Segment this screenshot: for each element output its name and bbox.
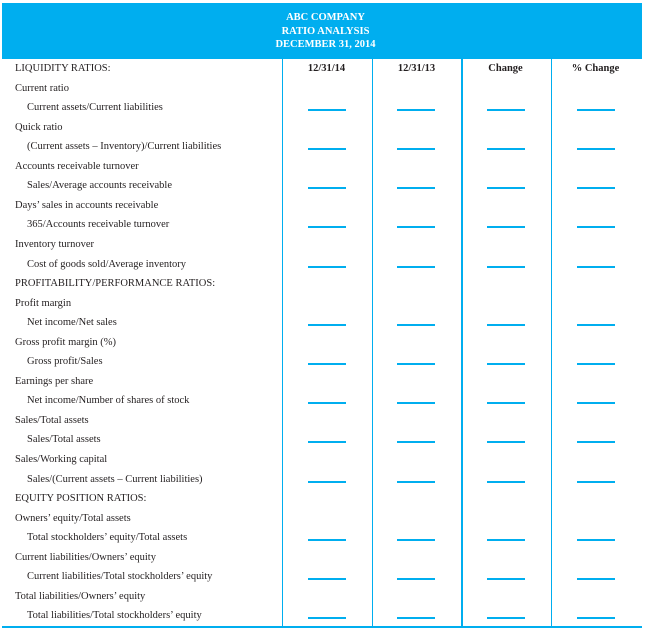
formula-row: [2, 430, 642, 450]
section-heading: LIQUIDITY RATIOS:: [15, 63, 111, 74]
answer-blank[interactable]: [308, 266, 346, 268]
report-header: [2, 3, 642, 59]
answer-blank[interactable]: [577, 539, 615, 541]
ratio-name-row: [2, 333, 642, 353]
section-heading: EQUITY POSITION RATIOS:: [15, 493, 147, 505]
ratio-formula: Sales/Average accounts receivable: [27, 180, 172, 192]
ratio-formula: Sales/(Current assets – Current liabilities): [27, 473, 203, 485]
ratio-formula: Gross profit/Sales: [27, 356, 103, 368]
formula-row: [2, 391, 642, 411]
formula-row: [2, 137, 642, 157]
answer-blank[interactable]: [577, 481, 615, 483]
column-header: % Change: [571, 63, 620, 74]
ratio-formula: Current assets/Current liabilities: [27, 102, 163, 114]
answer-blank[interactable]: [397, 226, 435, 228]
answer-blank[interactable]: [308, 226, 346, 228]
column-header: 12/31/13: [397, 63, 436, 74]
section-row: [2, 489, 642, 509]
answer-blank[interactable]: [397, 402, 435, 404]
ratio-name: Sales/Total assets: [15, 414, 89, 426]
report-title: RATIO ANALYSIS: [281, 25, 370, 37]
answer-blank[interactable]: [487, 187, 525, 189]
answer-blank[interactable]: [487, 539, 525, 541]
ratio-name-row: [2, 509, 642, 529]
ratio-name-row: [2, 196, 642, 216]
answer-blank[interactable]: [308, 481, 346, 483]
answer-blank[interactable]: [308, 617, 346, 619]
answer-blank[interactable]: [397, 481, 435, 483]
answer-blank[interactable]: [308, 578, 346, 580]
section-heading: PROFITABILITY/PERFORMANCE RATIOS:: [15, 278, 216, 290]
answer-blank[interactable]: [487, 226, 525, 228]
column-header: 12/31/14: [307, 63, 346, 74]
answer-blank[interactable]: [487, 402, 525, 404]
column-header: Change: [488, 63, 523, 74]
ratio-name-row: [2, 587, 642, 607]
answer-blank[interactable]: [397, 148, 435, 150]
answer-blank[interactable]: [577, 266, 615, 268]
answer-blank[interactable]: [577, 617, 615, 619]
formula-row: [2, 352, 642, 372]
ratio-name: Quick ratio: [15, 121, 63, 133]
answer-blank[interactable]: [577, 578, 615, 580]
answer-blank[interactable]: [308, 109, 346, 111]
answer-blank[interactable]: [487, 481, 525, 483]
answer-blank[interactable]: [577, 187, 615, 189]
ratio-formula: Current liabilities/Total stockholders’ equity: [27, 571, 213, 583]
ratio-name: Gross profit margin (%): [15, 336, 116, 348]
answer-blank[interactable]: [397, 539, 435, 541]
answer-blank[interactable]: [397, 324, 435, 326]
ratio-name-row: [2, 235, 642, 255]
bottom-rule: [2, 626, 642, 628]
answer-blank[interactable]: [487, 324, 525, 326]
answer-blank[interactable]: [577, 109, 615, 111]
answer-blank[interactable]: [577, 363, 615, 365]
answer-blank[interactable]: [308, 441, 346, 443]
ratio-name-row: [2, 411, 642, 431]
ratio-name: Inventory turnover: [15, 238, 95, 250]
ratio-name: Owners’ equity/Total assets: [15, 512, 131, 524]
answer-blank[interactable]: [308, 539, 346, 541]
formula-row: [2, 528, 642, 548]
ratio-formula: Total liabilities/Total stockholders’ equity: [27, 610, 202, 622]
answer-blank[interactable]: [487, 441, 525, 443]
ratio-formula: 365/Accounts receivable turnover: [27, 219, 170, 231]
answer-blank[interactable]: [397, 363, 435, 365]
ratio-formula: (Current assets – Inventory)/Current liabilities: [27, 141, 222, 153]
ratio-formula: Total stockholders’ equity/Total assets: [27, 532, 188, 544]
ratio-formula: Cost of goods sold/Average inventory: [27, 258, 187, 270]
answer-blank[interactable]: [487, 617, 525, 619]
formula-row: [2, 313, 642, 333]
ratio-name: Days’ sales in accounts receivable: [15, 199, 159, 211]
formula-row: [2, 215, 642, 235]
company-name: ABC COMPANY: [286, 12, 365, 23]
answer-blank[interactable]: [397, 187, 435, 189]
ratio-name-row: [2, 118, 642, 138]
answer-blank[interactable]: [397, 266, 435, 268]
answer-blank[interactable]: [577, 148, 615, 150]
ratio-name: Total liabilities/Owners’ equity: [15, 590, 146, 602]
answer-blank[interactable]: [308, 324, 346, 326]
section-row: [2, 274, 642, 294]
formula-row: [2, 98, 642, 118]
ratio-name-row: [2, 79, 642, 99]
answer-blank[interactable]: [577, 226, 615, 228]
ratio-name-row: [2, 372, 642, 392]
ratio-name: Earnings per share: [15, 375, 94, 387]
answer-blank[interactable]: [577, 324, 615, 326]
formula-row: [2, 470, 642, 490]
answer-blank[interactable]: [308, 363, 346, 365]
answer-blank[interactable]: [308, 187, 346, 189]
answer-blank[interactable]: [308, 148, 346, 150]
ratio-formula: Net income/Net sales: [27, 317, 117, 329]
answer-blank[interactable]: [397, 617, 435, 619]
answer-blank[interactable]: [487, 148, 525, 150]
answer-blank[interactable]: [397, 441, 435, 443]
ratio-name-row: [2, 294, 642, 314]
answer-blank[interactable]: [487, 578, 525, 580]
answer-blank[interactable]: [308, 402, 346, 404]
answer-blank[interactable]: [487, 266, 525, 268]
answer-blank[interactable]: [487, 363, 525, 365]
formula-row: [2, 255, 642, 275]
answer-blank[interactable]: [397, 109, 435, 111]
ratio-name: Profit margin: [15, 297, 72, 309]
ratio-name-row: [2, 548, 642, 568]
ratio-name: Current ratio: [15, 82, 69, 94]
ratio-formula: Net income/Number of shares of stock: [27, 395, 190, 407]
ratio-name: Accounts receivable turnover: [15, 160, 139, 172]
ratio-name: Sales/Working capital: [15, 454, 108, 465]
formula-row: [2, 567, 642, 587]
formula-row: [2, 176, 642, 196]
answer-blank[interactable]: [577, 441, 615, 443]
answer-blank[interactable]: [487, 109, 525, 111]
answer-blank[interactable]: [577, 402, 615, 404]
ratio-formula: Sales/Total assets: [27, 434, 101, 446]
answer-blank[interactable]: [397, 578, 435, 580]
formula-row: [2, 606, 642, 626]
ratio-name-row: [2, 450, 642, 470]
ratio-name: Current liabilities/Owners’ equity: [15, 551, 156, 563]
report-date: DECEMBER 31, 2014: [275, 39, 376, 50]
ratio-name-row: [2, 157, 642, 177]
section-row: [2, 59, 642, 79]
